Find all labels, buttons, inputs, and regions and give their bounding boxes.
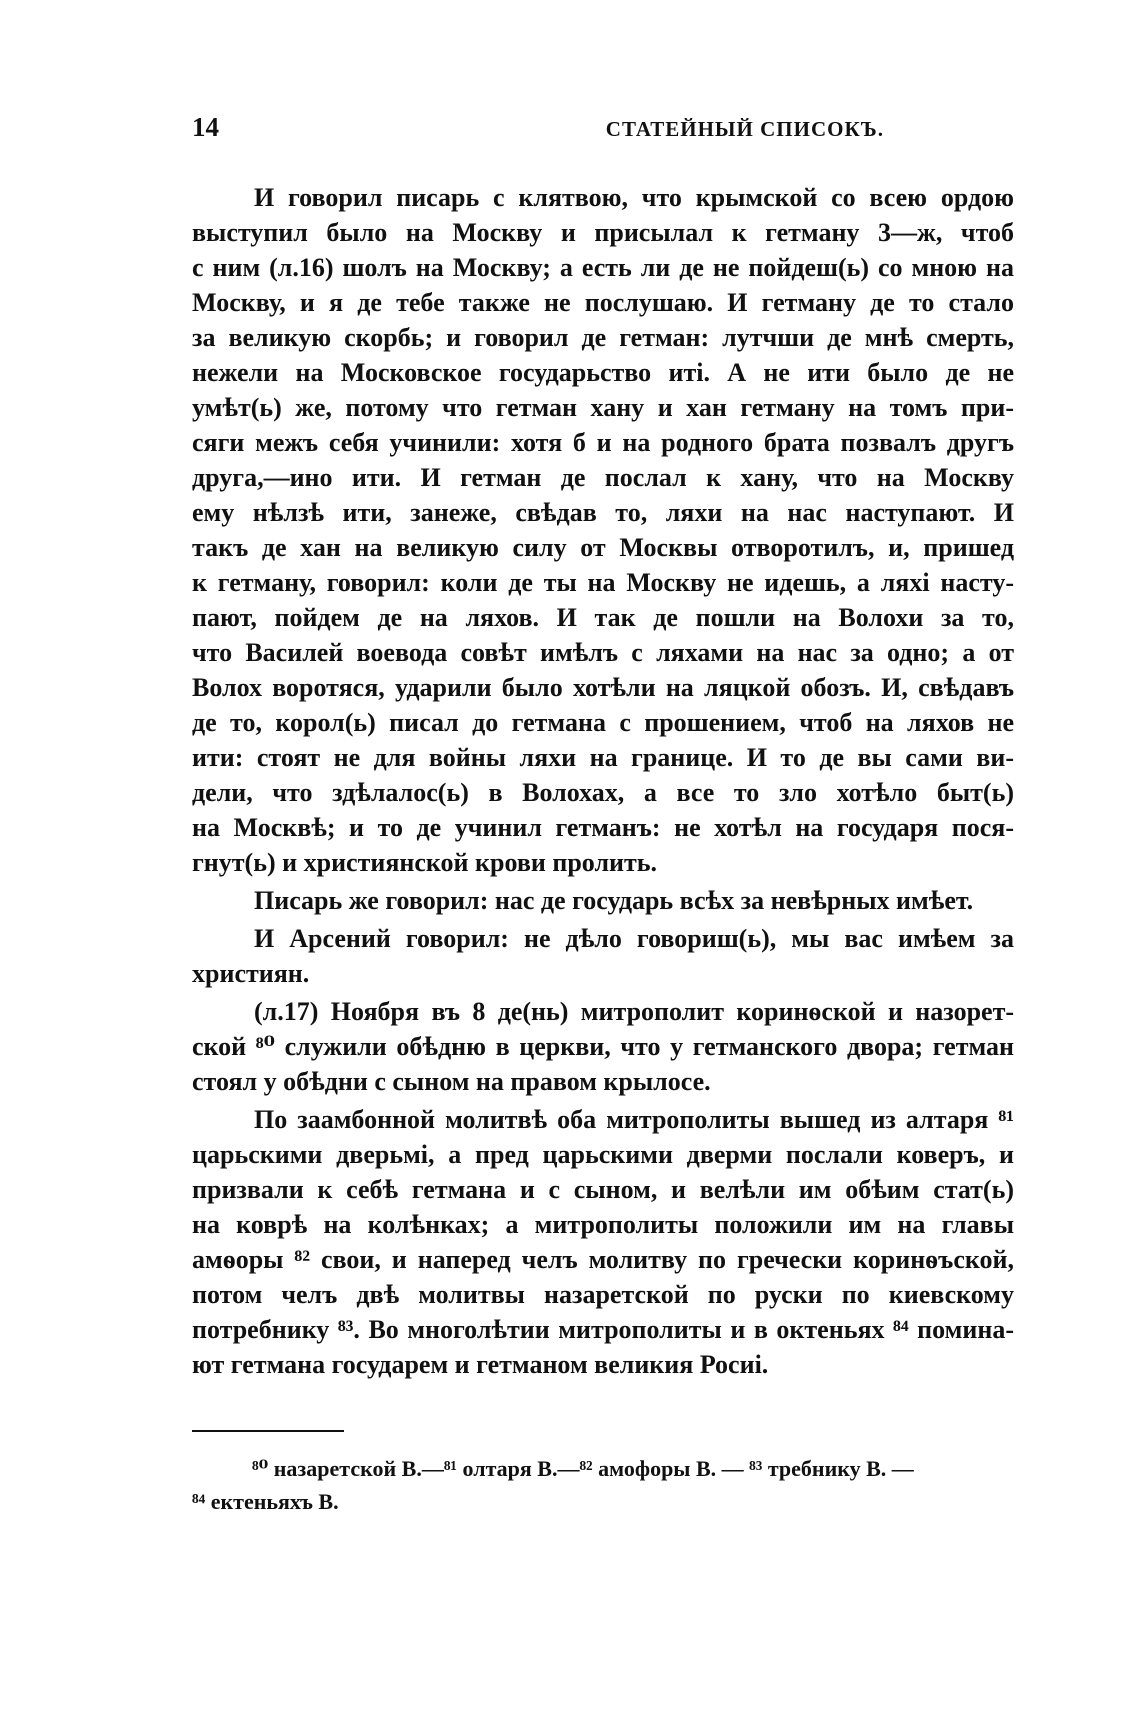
- text-line: что Василей воевода совѣт имѣлъ с ляхами на нас за одно; а от: [192, 638, 1014, 667]
- document-page: [192, 112, 1014, 1518]
- text-line: к гетману, говорил: коли де ты на Москву не идешь, а ляхі насту-: [192, 568, 1014, 597]
- text-line: (л.17) Ноября въ 8 де(нь) митрополит коринѳской и назорет-: [254, 997, 1014, 1026]
- paragraph: [192, 883, 1014, 918]
- text-line: такъ де хан на великую силу от Москвы отворотилъ, и, пришед: [192, 533, 1014, 562]
- text-line: ской ⁸⁰ служили обѣдню в церкви, что у гетманского двора; гетман: [192, 1032, 1014, 1061]
- text-line: нежели на Московское государьство иті. А не ити было де не: [192, 358, 1014, 387]
- page-number: 14: [192, 112, 219, 142]
- paragraph: [192, 921, 1014, 991]
- text-line: гнут(ь) и християнской крови пролить.: [192, 848, 658, 877]
- text-line: И Арсений говорил: не дѣло говориш(ь), мы вас имѣем за: [254, 924, 1014, 953]
- text-line: И говорил писарь с клятвою, что крымской со всею ордою: [254, 183, 1014, 212]
- footnotes: [192, 1452, 1014, 1518]
- text-line: амѳоры ⁸² свои, и наперед челъ молитву по гречески коринѳъской,: [192, 1245, 1014, 1274]
- text-line: християн.: [192, 959, 310, 988]
- text-line: Писарь же говорил: нас де государь всѣх за невѣрных имѣет.: [254, 886, 974, 915]
- page-header: [192, 112, 1014, 152]
- text-line: на Москвѣ; и то де учинил гетманъ: не хотѣл на государя пося-: [192, 813, 1014, 842]
- text-line: дели, что здѣлалос(ь) в Волохах, а все то зло хотѣло быт(ь): [192, 778, 1014, 807]
- text-line: По заамбонной молитвѣ оба митрополиты вышед из алтаря ⁸¹: [254, 1105, 1014, 1134]
- text-line: ити: стоят не для войны ляхи на границе. И то де вы сами ви-: [192, 743, 1014, 772]
- text-line: царьскими дверьмі, а пред царьскими дверми послали коверъ, и: [192, 1140, 1014, 1169]
- running-title: СТАТЕЙНЫЙ СПИСОКЪ.: [605, 117, 884, 141]
- text-line: Волох воротяся, ударили было хотѣли на ляцкой обозъ. И, свѣдавъ: [192, 673, 1014, 702]
- text-line: стоял у обѣдни с сыном на правом крылосе.: [192, 1067, 711, 1096]
- text-line: пают, пойдем де на ляхов. И так де пошли на Волохи за то,: [192, 603, 1014, 632]
- paragraph: [192, 180, 1014, 880]
- text-line: призвали к себѣ гетмана и с сыном, и велѣли им обѣим стат(ь): [192, 1175, 1014, 1204]
- body-text: [192, 180, 1014, 1382]
- text-line: сяги межъ себя учинили: хотя б и на родного брата позвалъ другъ: [192, 428, 1014, 457]
- text-line: ему нѣлзѣ ити, занеже, свѣдав то, ляхи на нас наступают. И: [192, 498, 1014, 527]
- text-line: умѣт(ь) же, потому что гетман хану и хан гетману на томъ при-: [192, 393, 1014, 422]
- text-line: друга,—ино ити. И гетман де послал к хану, что на Москву: [192, 463, 1014, 492]
- footnote-rule: [192, 1430, 344, 1432]
- text-line: потом челъ двѣ молитвы назаретской по руски по киевскому: [192, 1280, 1014, 1309]
- text-line: ют гетмана государем и гетманом великия Росиі.: [192, 1350, 769, 1379]
- text-line: де то, корол(ь) писал до гетмана с прошением, чтоб на ляхов не: [192, 708, 1014, 737]
- footnote-line: ⁸⁰ назаретской В.—⁸¹ олтаря В.—⁸² амофоры В. — ⁸³ требнику В. —: [252, 1456, 914, 1481]
- text-line: на коврѣ на колѣнках; а митрополиты положили им на главы: [192, 1210, 1014, 1239]
- footnote-line: ⁸⁴ ектеньяхъ В.: [192, 1489, 339, 1514]
- paragraph: [192, 994, 1014, 1099]
- text-line: за великую скорбь; и говорил де гетман: лутчши де мнѣ смерть,: [192, 323, 1014, 352]
- text-line: Москву, и я де тебе также не послушаю. И гетману де то стало: [192, 288, 1014, 317]
- text-line: с ним (л.16) шолъ на Москву; а есть ли де не пойдеш(ь) со мною на: [192, 253, 1014, 282]
- paragraph: [192, 1102, 1014, 1382]
- text-line: потребнику ⁸³. Во многолѣтии митрополиты и в октеньях ⁸⁴ помина-: [192, 1315, 1014, 1344]
- text-line: выступил было на Москву и присылал к гетману 3—ж, чтоб: [192, 218, 1014, 247]
